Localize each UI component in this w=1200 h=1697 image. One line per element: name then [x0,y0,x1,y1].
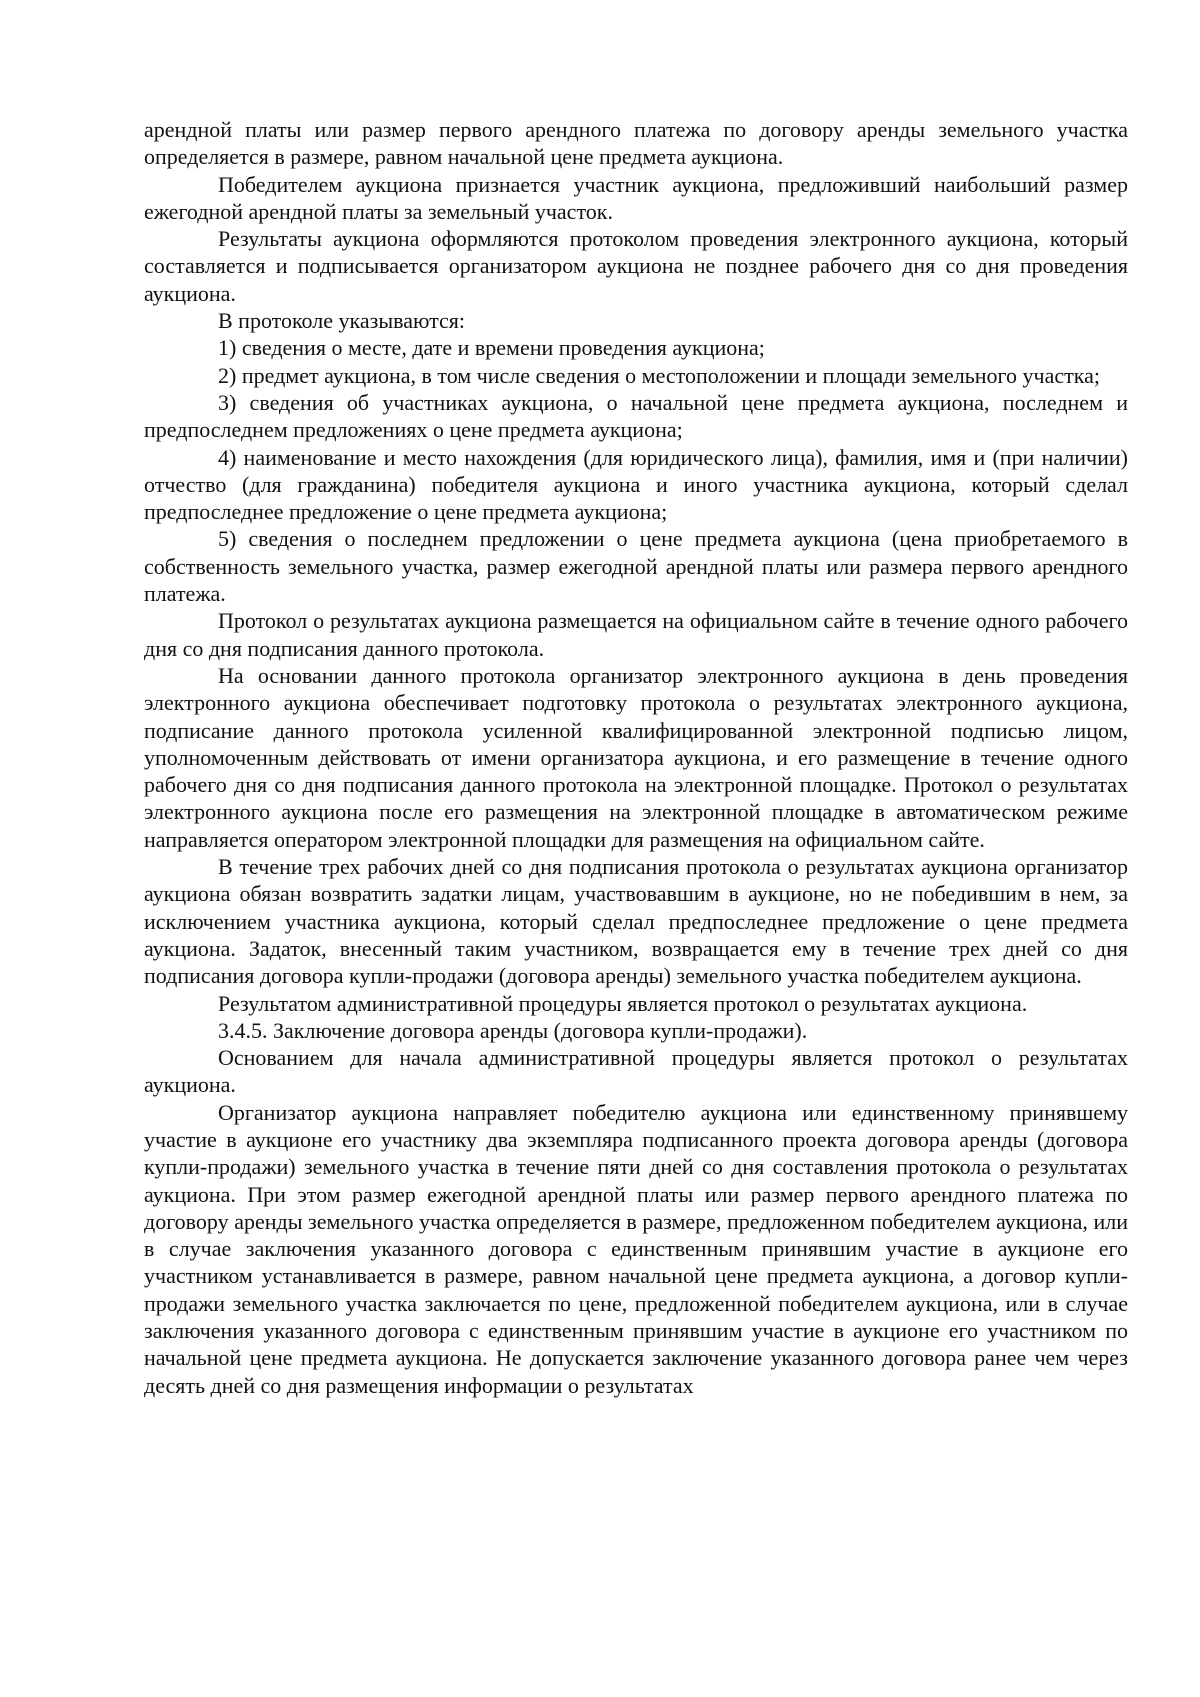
paragraph-7: В течение трех рабочих дней со дня подписания протокола о результатах аукциона организатор аукциона обязан возвратить задатки лицам, участвовавшим в аукционе, но не победившим в нем, за исключением участника аукциона, который сделал предпоследнее предложение о цене предмета аукциона. Задаток, внесенный таким участником, возвращается ему в течение трех дней со дня подписания договора купли-продажи (договора аренды) земельного участка победителем аукциона. [144,854,1128,989]
paragraph-4: В протоколе указываются: [218,308,465,334]
paragraph-6: На основании данного протокола организатор электронного аукциона в день проведения электронного аукциона обеспечивает подготовку протокола о результатах электронного аукциона, подписание данного протокола усиленной квалифицированной электронной подписью лицом, уполномоченным действовать от имени организатора аукциона, и его размещение в течение одного рабочего дня со дня подписания данного протокола на электронной площадке. Протокол о результатах электронного аукциона после его размещения на электронной площадке в автоматическом режиме направляется оператором электронной площадки для размещения на официальном сайте. [144,662,1128,852]
paragraph-5: Протокол о результатах аукциона размещается на официальном сайте в течение одного рабочего дня со дня подписания данного протокола. [144,608,1128,661]
paragraph-8: Результатом административной процедуры является протокол о результатах аукциона. [218,990,1028,1016]
list-item-1: 1) сведения о месте, дате и времени проведения аукциона; [218,335,765,361]
document-body [144,116,1128,1399]
list-item-2: 2) предмет аукциона, в том числе сведения о местоположении и площади земельного участка; [218,362,1100,388]
list-item-5: 5) сведения о последнем предложении о цене предмета аукциона (цена приобретаемого в собственность земельного участка, размер ежегодной арендной платы или размера первого арендного платежа. [144,526,1128,607]
paragraph-9: Основанием для начала административной процедуры является протокол о результатах аукциона. [144,1045,1128,1098]
list-item-3: 3) сведения об участниках аукциона, о начальной цене предмета аукциона, последнем и предпоследнем предложениях о цене предмета аукциона; [144,389,1128,443]
section-heading: 3.4.5. Заключение договора аренды (договора купли-продажи). [218,1017,808,1043]
paragraph-10: Организатор аукциона направляет победителю аукциона или единственному принявшему участие в аукционе его участнику два экземпляра подписанного проекта договора аренды (договора купли-продажи) земельного участка в течение пяти дней со дня составления протокола о результатах аукциона. При этом размер ежегодной арендной платы или размер первого арендного платежа по договору аренды земельного участка определяется в размере, предложенном победителем аукциона, или в случае заключения указанного договора с единственным принявшим участие в аукционе его участником устанавливается в размере, равном начальной цене предмета аукциона, а договор купли-продажи земельного участка заключается по цене, предложенной победителем аукциона, или в случае заключения указанного договора с единственным принявшим участие в аукционе его участником по начальной цене предмета аукциона. Не допускается заключение указанного договора ранее чем через десять дней со дня размещения информации о результатах [144,1099,1128,1398]
list-item-4: 4) наименование и место нахождения (для юридического лица), фамилия, имя и (при наличии) отчество (для гражданина) победителя аукциона и иного участника аукциона, который сделал предпоследнее предложение о цене предмета аукциона; [144,444,1128,525]
paragraph-2: Победителем аукциона признается участник аукциона, предложивший наибольший размер ежегодной арендной платы за земельный участок. [144,171,1128,224]
paragraph-1: арендной платы или размер первого арендного платежа по договору аренды земельного участка определяется в размере, равном начальной цене предмета аукциона. [144,117,1128,170]
paragraph-3: Результаты аукциона оформляются протоколом проведения электронного аукциона, который составляется и подписывается организатором аукциона не позднее рабочего дня со дня проведения аукциона. [144,226,1128,306]
